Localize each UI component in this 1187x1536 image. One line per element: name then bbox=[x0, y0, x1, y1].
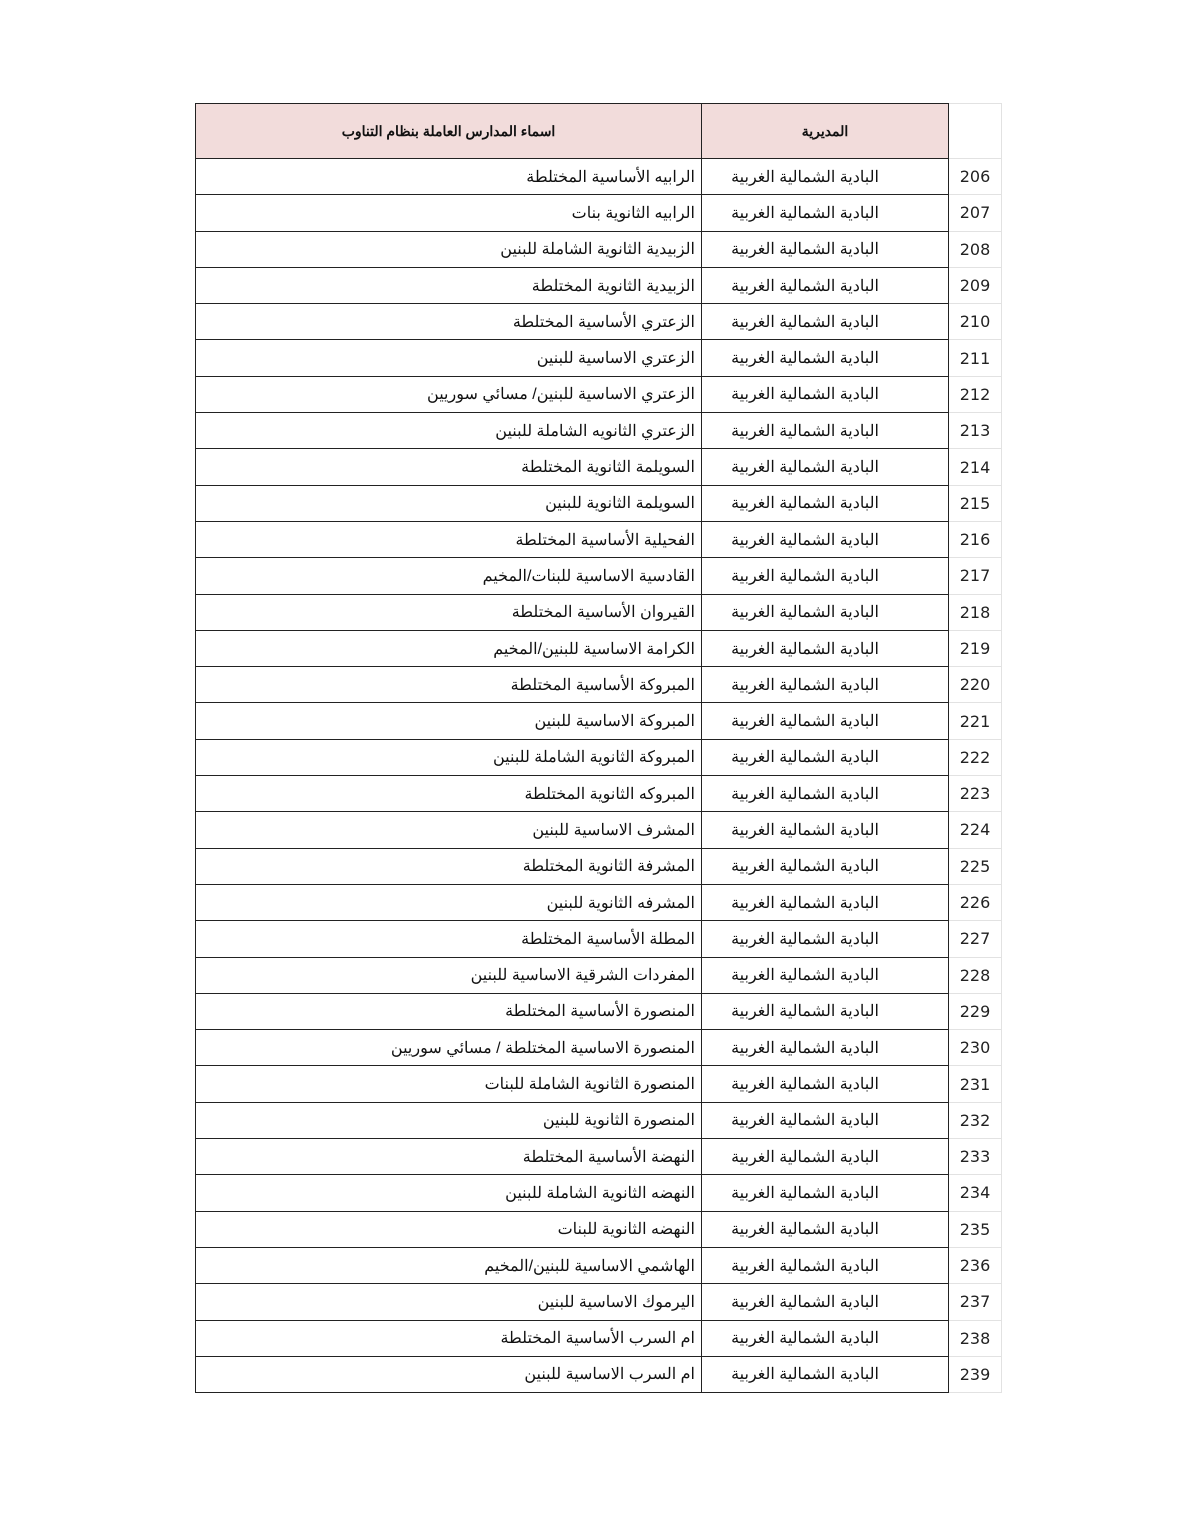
table-row bbox=[196, 1247, 1002, 1283]
table-row bbox=[196, 1066, 1002, 1102]
school-name-cell: المشرف الاساسية للبنين bbox=[196, 812, 702, 848]
directorate-cell: البادية الشمالية الغربية bbox=[702, 449, 949, 485]
school-name-cell: الزعتري الأساسية المختلطة bbox=[196, 304, 702, 340]
directorate-cell: البادية الشمالية الغربية bbox=[702, 485, 949, 521]
table-row bbox=[196, 921, 1002, 957]
directorate-cell: البادية الشمالية الغربية bbox=[702, 1066, 949, 1102]
table-row bbox=[196, 703, 1002, 739]
school-name-cell: النهضه الثانوية للبنات bbox=[196, 1211, 702, 1247]
row-number-cell: 217 bbox=[949, 558, 1002, 594]
row-number-cell: 218 bbox=[949, 594, 1002, 630]
table-row bbox=[196, 558, 1002, 594]
row-number-cell: 212 bbox=[949, 376, 1002, 412]
directorate-cell: البادية الشمالية الغربية bbox=[702, 630, 949, 666]
table-row bbox=[196, 413, 1002, 449]
row-number-cell: 224 bbox=[949, 812, 1002, 848]
row-number-cell: 227 bbox=[949, 921, 1002, 957]
school-name-cell: المشرفه الثانوية للبنين bbox=[196, 884, 702, 920]
table-row bbox=[196, 231, 1002, 267]
row-number-cell: 211 bbox=[949, 340, 1002, 376]
directorate-cell: البادية الشمالية الغربية bbox=[702, 195, 949, 231]
directorate-cell: البادية الشمالية الغربية bbox=[702, 1211, 949, 1247]
table-row bbox=[196, 449, 1002, 485]
table-row bbox=[196, 993, 1002, 1029]
table-header-row bbox=[196, 104, 1002, 159]
row-number-cell: 236 bbox=[949, 1247, 1002, 1283]
school-name-cell: الزبيدية الثانوية المختلطة bbox=[196, 267, 702, 303]
row-number-cell: 230 bbox=[949, 1030, 1002, 1066]
school-name-cell: المفردات الشرقية الاساسية للبنين bbox=[196, 957, 702, 993]
directorate-cell: البادية الشمالية الغربية bbox=[702, 739, 949, 775]
table-row bbox=[196, 630, 1002, 666]
table-row bbox=[196, 957, 1002, 993]
school-name-cell: ام السرب الاساسية للبنين bbox=[196, 1356, 702, 1392]
directorate-cell: البادية الشمالية الغربية bbox=[702, 667, 949, 703]
school-name-cell: المنصورة الأساسية المختلطة bbox=[196, 993, 702, 1029]
directorate-cell: البادية الشمالية الغربية bbox=[702, 776, 949, 812]
school-name-cell: المطلة الأساسية المختلطة bbox=[196, 921, 702, 957]
table-row bbox=[196, 1175, 1002, 1211]
table-row bbox=[196, 521, 1002, 557]
header-number bbox=[949, 104, 1002, 159]
row-number-cell: 207 bbox=[949, 195, 1002, 231]
row-number-cell: 238 bbox=[949, 1320, 1002, 1356]
table-row bbox=[196, 304, 1002, 340]
directorate-cell: البادية الشمالية الغربية bbox=[702, 884, 949, 920]
directorate-cell: البادية الشمالية الغربية bbox=[702, 1320, 949, 1356]
directorate-cell: البادية الشمالية الغربية bbox=[702, 340, 949, 376]
school-name-cell: القيروان الأساسية المختلطة bbox=[196, 594, 702, 630]
table-row bbox=[196, 376, 1002, 412]
directorate-cell: البادية الشمالية الغربية bbox=[702, 703, 949, 739]
school-name-cell: ام السرب الأساسية المختلطة bbox=[196, 1320, 702, 1356]
table-row bbox=[196, 1284, 1002, 1320]
directorate-cell: البادية الشمالية الغربية bbox=[702, 304, 949, 340]
table-row bbox=[196, 884, 1002, 920]
row-number-cell: 229 bbox=[949, 993, 1002, 1029]
row-number-cell: 210 bbox=[949, 304, 1002, 340]
table-row bbox=[196, 1102, 1002, 1138]
table-row bbox=[196, 485, 1002, 521]
school-name-cell: القادسية الاساسية للبنات/المخيم bbox=[196, 558, 702, 594]
school-name-cell: المبروكه الثانوية المختلطة bbox=[196, 776, 702, 812]
row-number-cell: 216 bbox=[949, 521, 1002, 557]
directorate-cell: البادية الشمالية الغربية bbox=[702, 993, 949, 1029]
row-number-cell: 232 bbox=[949, 1102, 1002, 1138]
directorate-cell: البادية الشمالية الغربية bbox=[702, 1247, 949, 1283]
row-number-cell: 220 bbox=[949, 667, 1002, 703]
school-name-cell: السويلمة الثانوية المختلطة bbox=[196, 449, 702, 485]
table-row bbox=[196, 1320, 1002, 1356]
directorate-cell: البادية الشمالية الغربية bbox=[702, 1284, 949, 1320]
school-name-cell: المشرفة الثانوية المختلطة bbox=[196, 848, 702, 884]
row-number-cell: 228 bbox=[949, 957, 1002, 993]
directorate-cell: البادية الشمالية الغربية bbox=[702, 376, 949, 412]
school-name-cell: النهضه الثانوية الشاملة للبنين bbox=[196, 1175, 702, 1211]
row-number-cell: 222 bbox=[949, 739, 1002, 775]
directorate-cell: البادية الشمالية الغربية bbox=[702, 848, 949, 884]
table-row bbox=[196, 594, 1002, 630]
schools-table bbox=[195, 103, 1002, 1393]
directorate-cell: البادية الشمالية الغربية bbox=[702, 521, 949, 557]
row-number-cell: 239 bbox=[949, 1356, 1002, 1392]
schools-table-container bbox=[195, 103, 991, 1393]
school-name-cell: السويلمة الثانوية للبنين bbox=[196, 485, 702, 521]
table-row bbox=[196, 667, 1002, 703]
row-number-cell: 225 bbox=[949, 848, 1002, 884]
row-number-cell: 233 bbox=[949, 1139, 1002, 1175]
directorate-cell: البادية الشمالية الغربية bbox=[702, 1175, 949, 1211]
row-number-cell: 231 bbox=[949, 1066, 1002, 1102]
table-row bbox=[196, 812, 1002, 848]
row-number-cell: 214 bbox=[949, 449, 1002, 485]
school-name-cell: المنصورة الاساسية المختلطة / مسائي سوريين bbox=[196, 1030, 702, 1066]
directorate-cell: البادية الشمالية الغربية bbox=[702, 159, 949, 195]
header-school-names: اسماء المدارس العاملة بنظام التناوب bbox=[196, 104, 702, 159]
table-row bbox=[196, 739, 1002, 775]
school-name-cell: المبروكة الثانوية الشاملة للبنين bbox=[196, 739, 702, 775]
table-row bbox=[196, 195, 1002, 231]
directorate-cell: البادية الشمالية الغربية bbox=[702, 413, 949, 449]
school-name-cell: الزبيدية الثانوية الشاملة للبنين bbox=[196, 231, 702, 267]
row-number-cell: 219 bbox=[949, 630, 1002, 666]
row-number-cell: 234 bbox=[949, 1175, 1002, 1211]
directorate-cell: البادية الشمالية الغربية bbox=[702, 267, 949, 303]
directorate-cell: البادية الشمالية الغربية bbox=[702, 957, 949, 993]
table-row bbox=[196, 1211, 1002, 1247]
table-row bbox=[196, 848, 1002, 884]
table-row bbox=[196, 1030, 1002, 1066]
row-number-cell: 208 bbox=[949, 231, 1002, 267]
row-number-cell: 213 bbox=[949, 413, 1002, 449]
table-row bbox=[196, 340, 1002, 376]
row-number-cell: 206 bbox=[949, 159, 1002, 195]
row-number-cell: 235 bbox=[949, 1211, 1002, 1247]
school-name-cell: الهاشمي الاساسية للبنين/المخيم bbox=[196, 1247, 702, 1283]
school-name-cell: المنصورة الثانوية للبنين bbox=[196, 1102, 702, 1138]
directorate-cell: البادية الشمالية الغربية bbox=[702, 558, 949, 594]
directorate-cell: البادية الشمالية الغربية bbox=[702, 1139, 949, 1175]
school-name-cell: الكرامة الاساسية للبنين/المخيم bbox=[196, 630, 702, 666]
school-name-cell: المبروكة الاساسية للبنين bbox=[196, 703, 702, 739]
directorate-cell: البادية الشمالية الغربية bbox=[702, 1030, 949, 1066]
school-name-cell: الرابيه الأساسية المختلطة bbox=[196, 159, 702, 195]
directorate-cell: البادية الشمالية الغربية bbox=[702, 1102, 949, 1138]
table-row bbox=[196, 1356, 1002, 1392]
directorate-cell: البادية الشمالية الغربية bbox=[702, 231, 949, 267]
table-row bbox=[196, 776, 1002, 812]
row-number-cell: 209 bbox=[949, 267, 1002, 303]
school-name-cell: الرابيه الثانوية بنات bbox=[196, 195, 702, 231]
table-row bbox=[196, 159, 1002, 195]
row-number-cell: 221 bbox=[949, 703, 1002, 739]
directorate-cell: البادية الشمالية الغربية bbox=[702, 812, 949, 848]
directorate-cell: البادية الشمالية الغربية bbox=[702, 1356, 949, 1392]
directorate-cell: البادية الشمالية الغربية bbox=[702, 594, 949, 630]
school-name-cell: الفحيلية الأساسية المختلطة bbox=[196, 521, 702, 557]
directorate-cell: البادية الشمالية الغربية bbox=[702, 921, 949, 957]
row-number-cell: 226 bbox=[949, 884, 1002, 920]
school-name-cell: الزعتري الاساسية للبنين bbox=[196, 340, 702, 376]
school-name-cell: الزعتري الاساسية للبنين/ مسائي سوريين bbox=[196, 376, 702, 412]
row-number-cell: 237 bbox=[949, 1284, 1002, 1320]
row-number-cell: 215 bbox=[949, 485, 1002, 521]
row-number-cell: 223 bbox=[949, 776, 1002, 812]
school-name-cell: الزعتري الثانويه الشاملة للبنين bbox=[196, 413, 702, 449]
school-name-cell: المبروكة الأساسية المختلطة bbox=[196, 667, 702, 703]
header-directorate: المديرية bbox=[702, 104, 949, 159]
school-name-cell: النهضة الأساسية المختلطة bbox=[196, 1139, 702, 1175]
school-name-cell: اليرموك الاساسية للبنين bbox=[196, 1284, 702, 1320]
school-name-cell: المنصورة الثانوية الشاملة للبنات bbox=[196, 1066, 702, 1102]
table-row bbox=[196, 267, 1002, 303]
table-row bbox=[196, 1139, 1002, 1175]
